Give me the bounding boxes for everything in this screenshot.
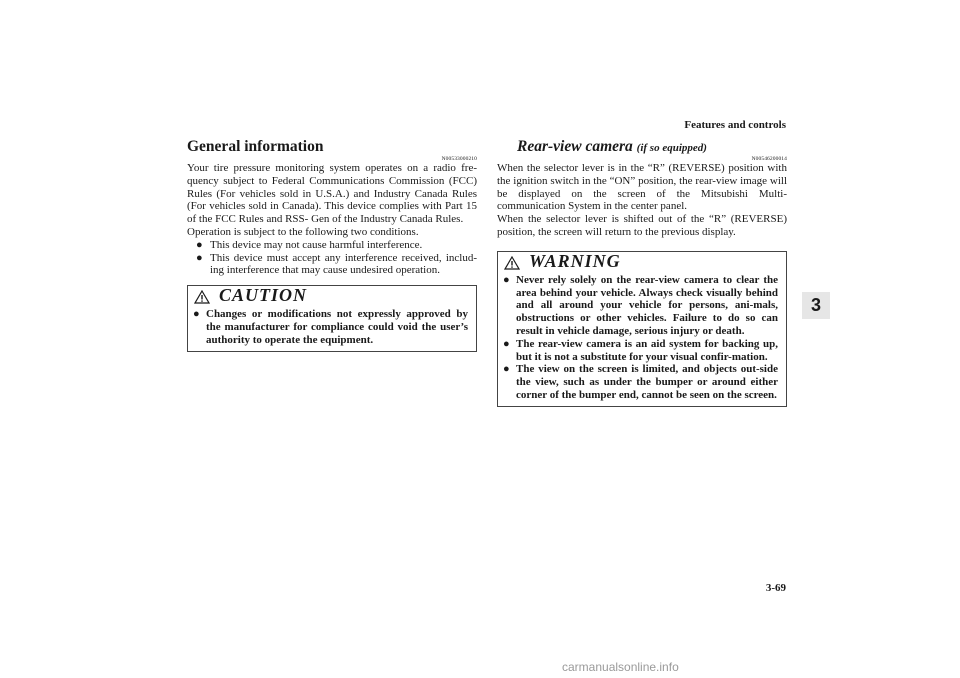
bullet-icon: ● [503,337,510,350]
bullet-icon: ● [193,308,200,321]
warning-box [497,251,787,407]
heading-text: Rear-view camera [517,138,633,155]
warning-item-text: The view on the screen is limited, and objects out-side the view, such as under the bumper or around either corner of the bumper end, cannot be seen on the screen. [516,363,778,401]
watermark: carmanualsonline.info [562,660,679,674]
caution-item [188,308,476,346]
chapter-number: 3 [810,295,821,315]
list-item [187,252,477,278]
conditions-list [187,239,477,277]
warning-item [498,363,786,401]
bullet-icon: ● [503,273,510,286]
caution-box [187,285,477,351]
bullet-icon: ● [196,251,203,264]
left-column [187,138,477,352]
section-code: N00533000210 [441,156,477,162]
paragraph: When the selector lever is shifted out of the “R” (REVERSE) position, the screen will return to the previous display. [497,213,787,238]
paragraph: Your tire pressure monitoring system operates on a radio fre-quency subject to Federal Communications Commission (FCC) Rules (For vehicles sold in U.S.A.) and Industry Canada Rules (For vehicles sold in Canada). This device complies with Part 15 of the FCC Rules and RSS- Gen of the Industry Canada Rules. [187,162,477,226]
list-item-text: This device must accept any interference received, includ-ing interference that may cause undesired operation. [210,251,477,277]
heading-suffix: (if so equipped) [636,142,707,154]
section-code: N00546200014 [751,156,787,162]
bullet-icon: ● [503,363,510,376]
caution-header [188,286,476,308]
bullet-icon: ● [196,238,203,251]
list-item [187,239,477,252]
general-information-heading: General information [187,138,324,155]
caution-item-text: Changes or modifications not expressly approved by the manufacturer for compliance could void the user’s authority to operate the equipment. [206,308,468,346]
warning-label: WARNING [529,250,621,271]
section-title: Features and controls [684,119,786,131]
list-item-text: This device may not cause harmful interference. [210,238,423,251]
rear-view-camera-heading [497,138,787,156]
paragraph: Operation is subject to the following two conditions. [187,225,419,238]
warning-triangle-icon [504,256,520,270]
warning-item-text: The rear-view camera is an aid system for backing up, but it is not a substitute for your visual confir-mation. [516,337,778,363]
caution-list [188,308,476,346]
page-number: 3-69 [765,582,786,594]
warning-item [498,338,786,364]
right-column [497,138,787,407]
chapter-tab [802,292,830,319]
caution-triangle-icon [194,290,210,304]
warning-item [498,274,786,338]
paragraph: When the selector lever is in the “R” (REVERSE) position with the ignition switch in the “ON” position, the rear-view image will be displayed on the screen of the Mitsubishi Multi-communication System in the center panel. [497,162,787,213]
warning-list [498,274,786,402]
warning-item-text: Never rely solely on the rear-view camera to clear the area behind your vehicle. Always check visually behind and all around your vehicle for persons, ani-mals, obstructions or other vehicles. Failure to do so can result in vehicle damage, serious injury or death. [516,273,778,337]
caution-label: CAUTION [219,285,308,306]
warning-header [498,252,786,274]
